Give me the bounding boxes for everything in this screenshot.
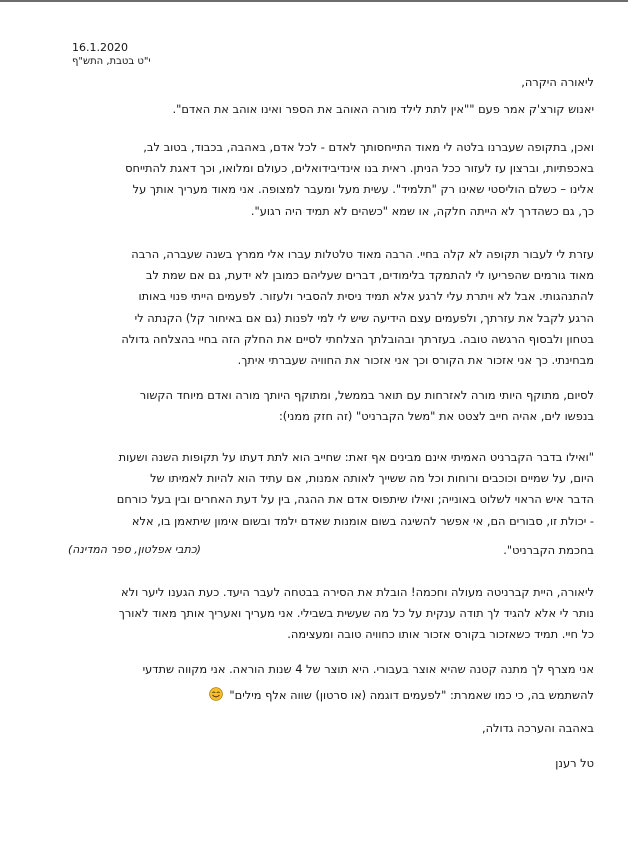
quote-citation: (כתבי אפלטון, ספר המדינה) — [68, 543, 201, 556]
text-line: "ואילו בדבר הקברניט האמיתי אינם מבינים אף זאת: שחייב הוא לתת דעתו על תקופות השנה ושעות — [118, 450, 594, 464]
paragraph-2 — [121, 244, 594, 371]
closing: באהבה והערכה גדולה, — [481, 721, 594, 735]
plato-quote-block — [117, 447, 594, 532]
quote-last-line — [68, 540, 594, 560]
quote-end-text: בחכמת הקברניט". — [503, 543, 594, 557]
salutation: ליאורה היקרה, — [521, 75, 594, 89]
paragraph-5 — [143, 659, 594, 680]
smiling-face-icon — [209, 687, 223, 701]
text-line: מבחינתי. כך אני אזכור את הקורס וכך אני אזכור את החוויה שעברתי איתך. — [237, 352, 594, 367]
scan-edge — [0, 0, 628, 2]
text-line: בנפשו לים, אהיה חייב לצטט את "משל הקברניט" (זה חזק ממני): — [278, 409, 594, 424]
text-line: מאוד גורמים שהפריעו לי להתמקד בלימודים, דברים שעליהם כמובן לא ידעת, גם אם שמת לב — [145, 268, 594, 283]
text-line: - יכולת זו, סבורים הם, אי אפשר להשיגה בשום אומנות שאדם ילמד ובשום אימון שיתאמן בו, אלא — [131, 513, 594, 528]
paragraph-3 — [140, 385, 594, 427]
text-line: אני מצרף לך מתנה קטנה שהיא אוצר בעבורי. היא תוצר של 4 שנות הוראה. אני מקווה שתדעי — [142, 662, 594, 676]
text-line: לסיום, מתוקף היותי מורה לאזרחות עם תואר בממשל, ומתוקף היותך מורה ואדם מיוחד הקשור — [139, 388, 594, 402]
text-line: להתנהגותי. אבל לא ויתרת עלי לרגע אלא תמיד ניסית להסביר ולעזור. לפעמים הייתי פנוי באותו — [138, 289, 594, 304]
text-line: ואכן, בתקופה שעברנו בלטה לי מאוד התייחסותך לאדם - לכל אדם, באהבה, בכבוד, בטוב לב, — [143, 140, 594, 154]
opening-quote: יאנוש קורצ'ק אמר פעם ""אין לתת לילד מורה האוהב את הספר ואינו אוהב את האדם". — [172, 102, 594, 116]
paragraph-5-last-line — [209, 686, 594, 704]
text-line: כל חיי. תמיד כשאזכור בקורס אזכור אותו כחוויה טובה ומעצימה. — [287, 627, 594, 642]
hebrew-date: י"ט בטבת, התש"ף — [72, 56, 151, 67]
text-line: בטחון ולבסוף הרגשה טובה. בעזרתך ובהובלתך הצלחתי לסיים את החלק הזה בחיי בהצלחה גדולה — [121, 331, 594, 346]
letter-date: 16.1.2020 — [72, 41, 128, 54]
paragraph-1 — [125, 137, 594, 222]
text-line: הדבר איש הראוי לשלוט באונייה; ואילו שיתפוס אדם את ההגה, בין על דעת האחרים ובין בעל כורחם — [116, 492, 594, 507]
paragraph-4 — [119, 582, 594, 646]
signature: טל רענן — [555, 756, 594, 770]
text-line: נותר לי אלא להגיד לך תודה ענקית על כל מה שעשית בשבילי. אני מעריך ואעריך אותך מאוד לאורך — [118, 606, 594, 621]
text-line: אלינו – כשלם הוליסטי שאינו רק "תלמיד". עשית מעל ומעבר למצופה. אני מאוד מעריך אותך על — [132, 182, 594, 197]
text-line: עזרת לי לעבור תקופה לא קלה בחיי. הרבה מאוד טלטלות עברו אלי ממרץ בשנה שעברה, הרבה — [131, 247, 594, 261]
text-line: הרגע לקבל את עזרתך, ולפעמים עצם הידיעה שיש לי למי לפנות (גם אם באיחור קל) הקנתה לי — [134, 310, 594, 325]
text-line: להשתמש בה, כי כמו שאמרת: "לפעמים דוגמה (או סרטון) שווה אלף מילים" — [229, 688, 594, 702]
text-line: ליאורה, היית קברניטה מעולה וחכמה! הובלת את הסירה בבטחה לעבר היעד. כעת הגענו ליער ולא — [121, 585, 594, 599]
text-line: היום, על שמיים וכוכבים ורוחות וכל מה ששייך לאותה אמנות, אם עתיד הוא להיות לאמיתו של — [150, 471, 594, 486]
text-line: כך, גם כשהדרך לא הייתה חלקה, או שמא "כשהים לא תמיד היה רגוע". — [250, 203, 594, 218]
text-line: באכפתיות, וברצון עז לעזור ככל הניתן. ראית בנו אינדיבידואלים, כעולם ומלואו, וכך דאגת להתייחס — [125, 161, 594, 176]
